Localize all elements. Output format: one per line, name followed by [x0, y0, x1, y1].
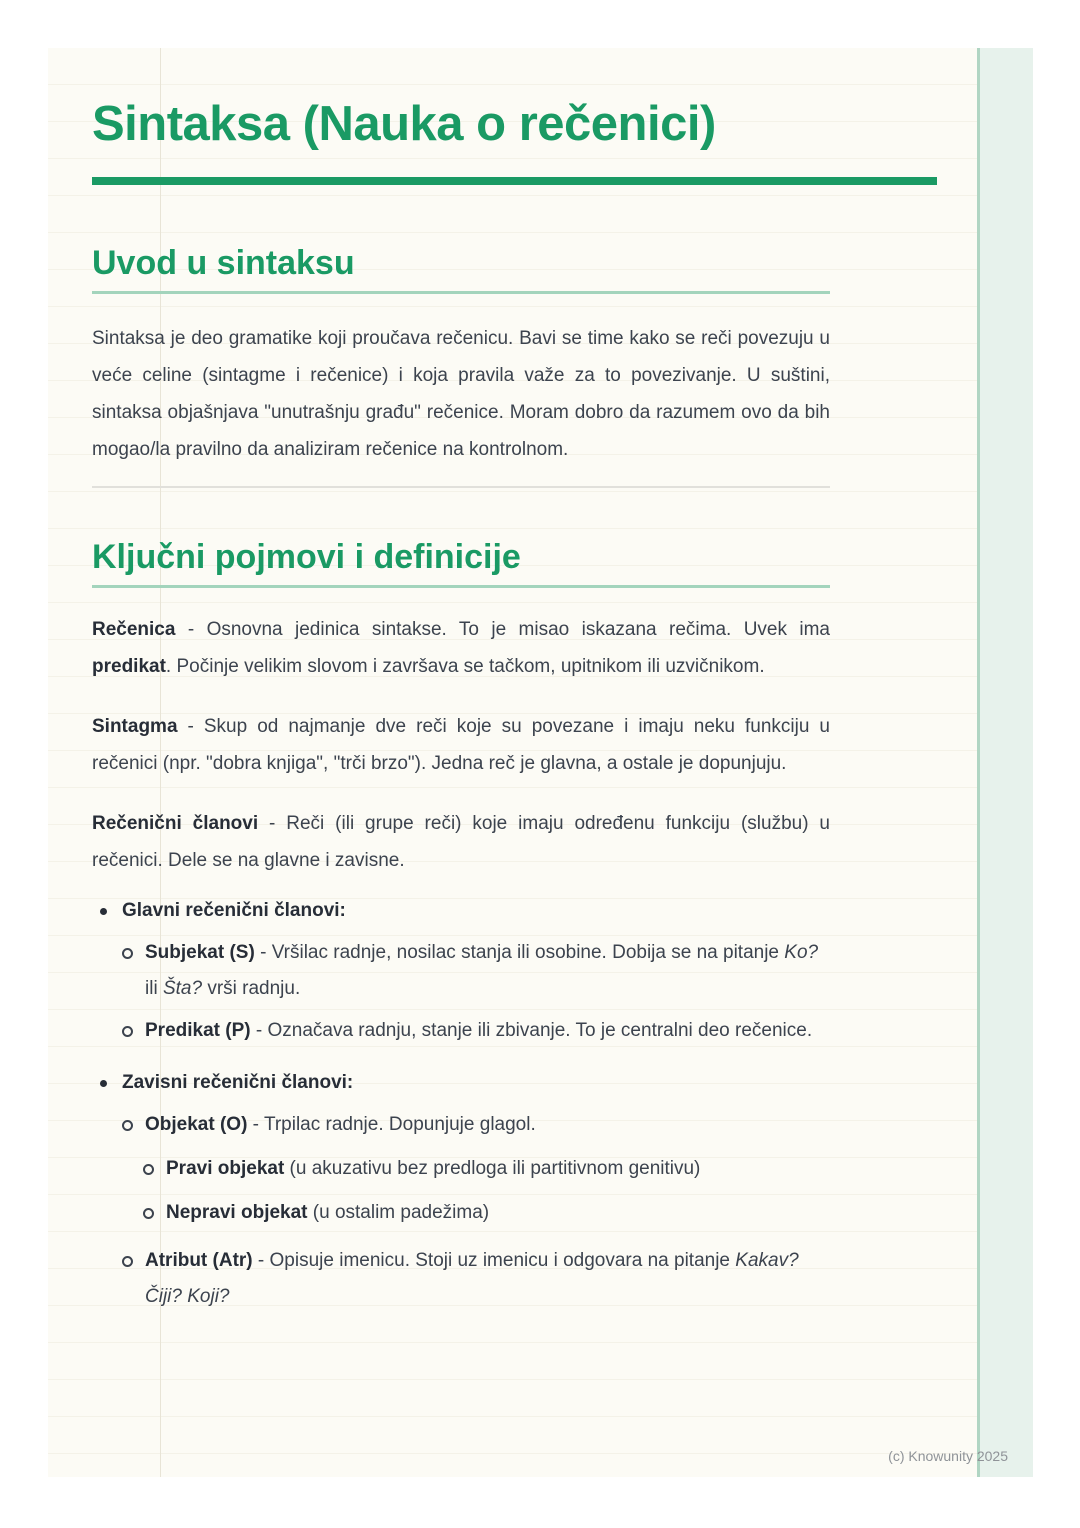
page-title: Sintaksa (Nauka o rečenici) — [92, 97, 716, 151]
definition-recenica — [92, 611, 830, 685]
circle-bullet-icon — [122, 1120, 133, 1131]
term-pravi-objekat: Pravi objekat — [166, 1158, 285, 1179]
definition-text: (u ostalim padežima) — [307, 1202, 490, 1223]
intro-paragraph: Sintaksa je deo gramatike koji proučava rečenicu. Bavi se time kako se reči povezuju u veće celine (sintagme i rečenice) i koja pravila važe za to povezivanje. U suštini, sintaksa objašnjava "unutrašnju građu" rečenice. Moram dobro da razumem ovo da bih mogao/la pravilno da analiziram rečenice na kontrolnom. — [92, 328, 830, 460]
section-kljucni-pojmovi — [92, 535, 937, 1315]
label-glavni-clanovi: Glavni rečenični članovi: — [122, 900, 346, 921]
definition-sintagma — [92, 708, 830, 782]
definition-text: - Trpilac radnje. Dopunjuje glagol. — [247, 1114, 536, 1135]
bullet-icon — [100, 908, 107, 915]
list-item-nepravi-objekat — [92, 1195, 830, 1231]
title-underline-rule — [92, 177, 937, 185]
definition-text: (u akuzativu bez predloga ili partitivnom genitivu) — [284, 1158, 701, 1179]
page-content — [48, 48, 937, 1315]
circle-bullet-icon — [122, 1256, 133, 1267]
questions-kakav-ciji-koji: Kakav? Čiji? Koji? — [145, 1250, 799, 1307]
list-item-text — [122, 1065, 830, 1101]
page-right-stripe — [977, 48, 1033, 1477]
question-ko: Ko? — [784, 942, 819, 963]
note-page — [48, 48, 1033, 1477]
term-objekat: Objekat (O) — [145, 1114, 248, 1135]
list-item-predikat — [92, 1013, 830, 1049]
list-item-text — [145, 1013, 830, 1049]
list-item-text — [166, 1151, 830, 1187]
definition-text: - Vršilac radnje, nosilac stanja ili osobine. Dobija se na pitanje — [254, 942, 785, 963]
term-recenica: Rečenica — [92, 619, 176, 640]
list-item-zavisni-clanovi — [92, 1065, 830, 1101]
circle-bullet-icon — [122, 1026, 133, 1037]
list-item-text — [122, 893, 830, 929]
definition-text: . Počinje velikim slovom i završava se tačkom, upitnikom ili uzvičnikom. — [165, 656, 765, 677]
definition-text: ili — [145, 978, 163, 999]
label-zavisni-clanovi: Zavisni rečenični članovi: — [122, 1072, 354, 1093]
list-item-atribut — [92, 1243, 830, 1315]
list-item-subjekat — [92, 935, 830, 1007]
list-item-objekat — [92, 1107, 830, 1143]
term-atribut: Atribut (Atr) — [145, 1250, 253, 1271]
definition-text: - Opisuje imenicu. Stoji uz imenicu i odgovara na pitanje — [252, 1250, 736, 1271]
list-item-text — [145, 1243, 830, 1315]
copyright-notice: (c) Knowunity 2025 — [888, 1448, 1008, 1464]
term-subjekat: Subjekat (S) — [145, 942, 255, 963]
section-heading-underline — [92, 291, 830, 294]
definition-text: vrši radnju. — [202, 978, 301, 999]
section-heading-uvod: Uvod u sintaksu — [92, 244, 355, 282]
list-item-text — [145, 1107, 830, 1143]
definition-recenicni-clanovi — [92, 805, 830, 879]
term-recenicni-clanovi: Rečenični članovi — [92, 813, 259, 834]
definition-text: - Reči (ili grupe reči) koje imaju određenu funkciju (službu) u rečenici. Dele se na glavne i zavisne. — [92, 813, 830, 871]
section-heading-kljucni: Ključni pojmovi i definicije — [92, 538, 521, 576]
question-sta: Šta? — [162, 978, 203, 999]
section-uvod-u-sintaksu — [92, 241, 937, 468]
term-predikat-inline: predikat — [92, 656, 166, 677]
definition-text: - Skup od najmanje dve reči koje su povezane i imaju neku funkciju u rečenici (npr. "dobra knjiga", "trči brzo"). Jedna reč je glavna, a ostale je dopunjuju. — [92, 716, 830, 774]
term-nepravi-objekat: Nepravi objekat — [166, 1202, 308, 1223]
definition-text: - Osnovna jedinica sintakse. To je misao iskazana rečima. Uvek ima — [175, 619, 830, 640]
definition-text: - Označava radnju, stanje ili zbivanje. To je centralni deo rečenice. — [250, 1020, 813, 1041]
circle-bullet-icon — [122, 948, 133, 959]
circle-bullet-icon — [143, 1164, 154, 1175]
bullet-icon — [100, 1080, 107, 1087]
members-list — [92, 893, 830, 1315]
section-heading-underline — [92, 585, 830, 588]
list-item-pravi-objekat — [92, 1151, 830, 1187]
term-predikat: Predikat (P) — [145, 1020, 251, 1041]
term-sintagma: Sintagma — [92, 716, 178, 737]
list-item-text — [145, 935, 830, 1007]
section-divider — [92, 486, 830, 488]
circle-bullet-icon — [143, 1208, 154, 1219]
list-item-text — [166, 1195, 830, 1231]
list-item-glavni-clanovi — [92, 893, 830, 929]
